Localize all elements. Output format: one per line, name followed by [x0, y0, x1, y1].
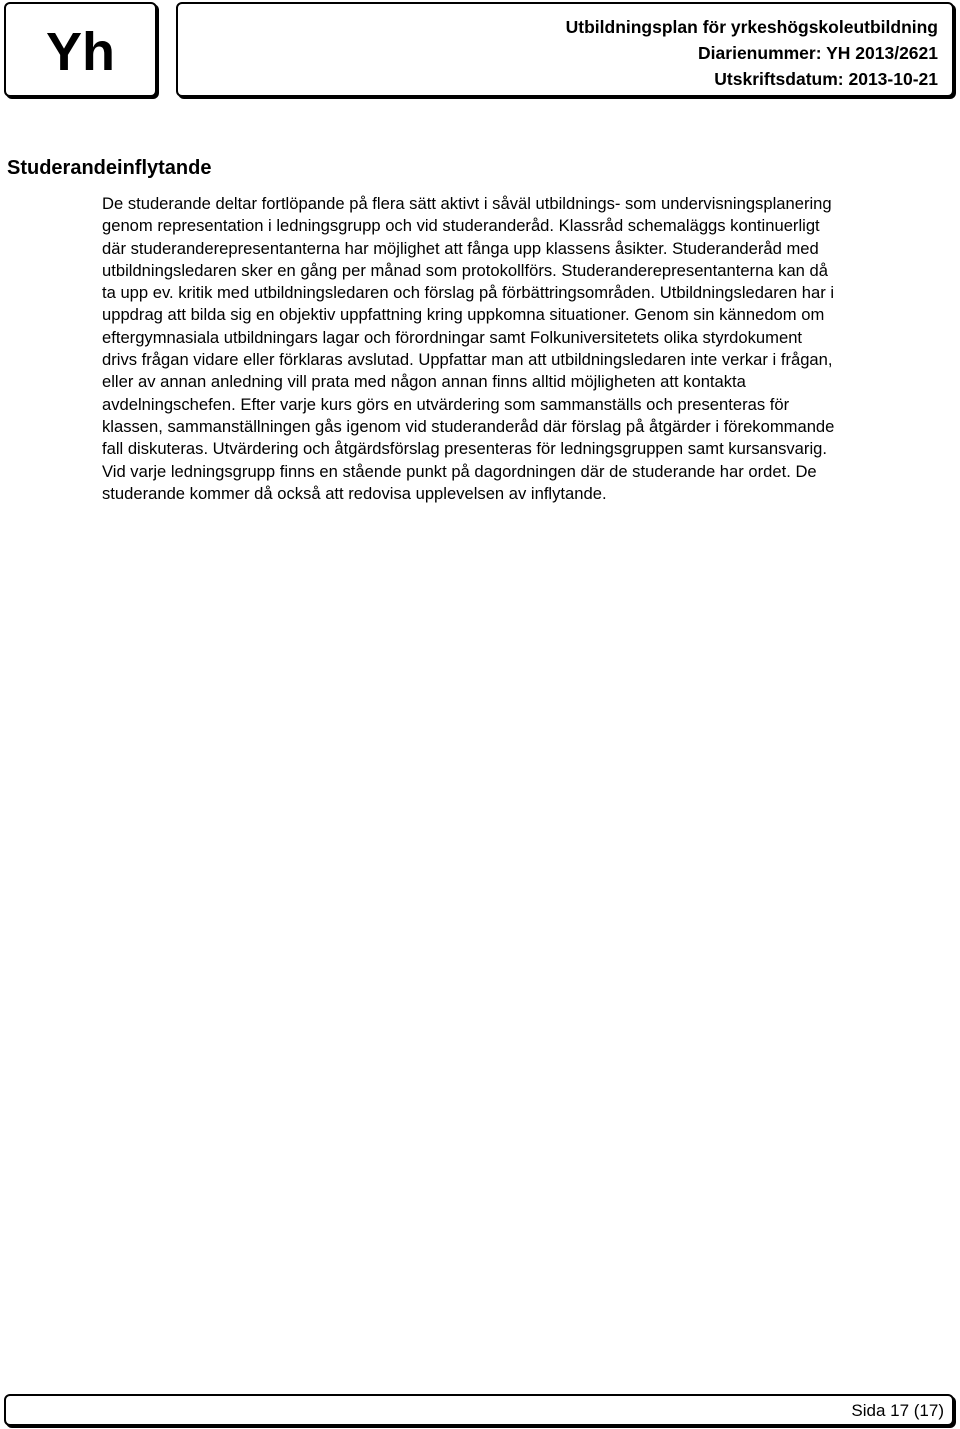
- logo-box: [4, 2, 157, 97]
- body-line: utbildningsledaren sker en gång per månad som protokollförs. Studeranderepresentanterna kan då: [102, 260, 828, 280]
- section-body: [102, 193, 950, 505]
- body-line: studerande kommer då också att redovisa upplevelsen av inflytande.: [102, 483, 607, 503]
- body-line: avdelningschefen. Efter varje kurs görs en utvärdering som sammanställs och presenteras för: [102, 394, 790, 414]
- body-line: De studerande deltar fortlöpande på flera sätt aktivt i såväl utbildnings- som undervisningsplanering: [102, 194, 832, 213]
- diarienummer: Diarienummer: YH 2013/2621: [698, 43, 938, 63]
- body-line: fall diskuteras. Utvärdering och åtgärdsförslag presenteras för ledningsgruppen samt kursansvarig.: [102, 439, 827, 459]
- header-lines: [566, 14, 938, 92]
- body-line: Vid varje ledningsgrupp finns en stående punkt på dagordningen där de studerande har ordet. De: [102, 461, 817, 481]
- body-line: klassen, sammanställningen gås igenom vid studeranderåd där förslag på åtgärder i förekommande: [102, 416, 835, 436]
- body-line: drivs frågan vidare eller förklaras avslutad. Uppfattar man att utbildningsledaren inte verkar i frågan,: [102, 350, 833, 370]
- document-footer: [4, 1394, 954, 1426]
- body-line: ta upp ev. kritik med utbildningsledaren och förslag på förbättringsområden. Utbildningsledaren har i: [102, 283, 835, 303]
- body-line: genom representation i ledningsgrupp och vid studeranderåd. Klassråd schemaläggs kontinuerligt: [102, 216, 820, 236]
- yh-logo: Yh: [45, 21, 115, 82]
- section-title: Studerandeinflytande: [7, 157, 212, 179]
- document-header: [176, 2, 954, 97]
- body-line: eftergymnasiala utbildningars lagar och förordningar samt Folkuniversitetets olika styrdokument: [102, 327, 803, 347]
- body-line: där studeranderepresentanterna har möjlighet att fånga upp klassens åsikter. Studeranderåd med: [102, 238, 819, 258]
- utskriftsdatum: Utskriftsdatum: 2013-10-21: [714, 69, 938, 89]
- body-line: uppdrag att bilda sig en objektiv uppfattning kring uppkomna situationer. Genom sin kännedom om: [102, 305, 825, 325]
- document-title: Utbildningsplan för yrkeshögskoleutbildning: [565, 17, 938, 37]
- page-number: Sida 17 (17): [851, 1401, 944, 1420]
- body-line: eller av annan anledning vill prata med någon annan finns alltid möjligheten att kontakta: [102, 372, 746, 392]
